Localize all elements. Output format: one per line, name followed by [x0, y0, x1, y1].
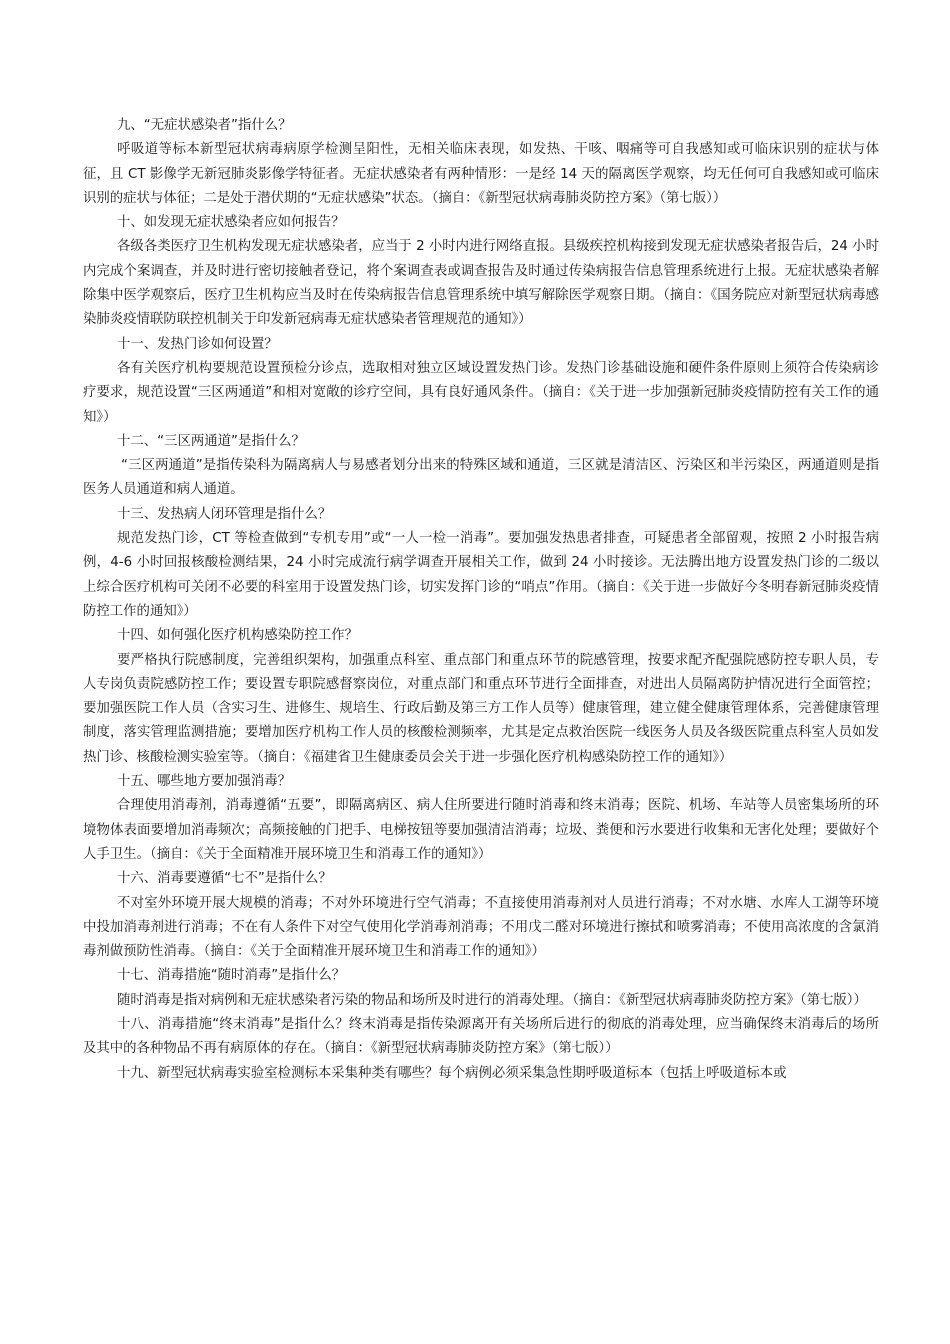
section-body-12: “三区两通道”是指传染科为隔离病人与易感者划分出来的特殊区域和通道，三区就是清洁区、污染区和半污染区，两通道则是指医务人员通道和病人通道。	[83, 458, 879, 498]
section-body-11: 各有关医疗机构要规范设置预检分诊点，选取相对独立区域设置发热门诊。发热门诊基础设施和硬件条件原则上须符合传染病诊疗要求，规范设置“三区两通道”和相对宽敞的诊疗空间，具有良好通风条件。（摘自：《关于进一步加强新冠肺炎疫情防控有关工作的通知》）	[83, 360, 879, 425]
section-body-17: 随时消毒是指对病例和无症状感染者污染的物品和场所及时进行的消毒处理。（摘自：《新型冠状病毒肺炎防控方案》（第七版））	[117, 992, 867, 1008]
section-heading-12: 十二、“三区两通道”是指什么？	[117, 433, 305, 449]
section-heading-18: 十八、消毒措施“终末消毒”是指什么？终末消毒是指传染源离开有关场所后进行的彻底的消毒处理，应当确保终末消毒后的场所及其中的各种物品不再有病原体的存在。（摘自：《新型冠状病毒肺炎防控方案》（第七版））	[83, 1016, 879, 1057]
section-body-15: 合理使用消毒剂，消毒遵循“五要”，即隔离病区、病人住所要进行随时消毒和终末消毒；医院、机场、车站等人员密集场所的环境物体表面要增加消毒频次；高频接触的门把手、电梯按钮等要加强清洁消毒；垃圾、粪便和污水要进行收集和无害化处理；要做好个人手卫生。（摘自：《关于全面精准开展环境卫生和消毒工作的通知》）	[83, 798, 879, 862]
section-heading-17: 十七、消毒措施“随时消毒”是指什么？	[117, 968, 346, 984]
section-heading-13: 十三、发热病人闭环管理是指什么？	[117, 506, 332, 522]
section-body-13: 规范发热门诊，CT 等检查做到“专机专用”或“一人一检一消毒”。要加强发热患者排查，可疑患者全部留观，按照 2 小时报告病例，4-6 小时回报核酸检测结果，24 小时完成流行病学调查开展相关工作，做到 24 小时接诊。无法腾出地方设置发热门诊的二级以上综合医疗机构可关闭不必要的科室用于设置发热门诊，切实发挥门诊的“哨点”作用。（摘自：《关于进一步做好今冬明春新冠肺炎疫情防控工作的通知》）	[83, 531, 879, 619]
section-body-9: 呼吸道等标本新型冠状病毒病原学检测呈阳性，无相关临床表现，如发热、干咳、咽痛等可自我感知或可临床识别的症状与体征，且 CT 影像学无新冠肺炎影像学特征者。无症状感染者有两种情形：一是经 14 天的隔离医学观察，均无任何可自我感知或可临床识别的症状与体征；二是处于潜伏期的“无症状感染”状态。（摘自：《新型冠状病毒肺炎防控方案》（第七版））	[83, 142, 879, 206]
section-heading-9: 九、“无症状感染者”指什么？	[117, 118, 292, 133]
document-page	[83, 114, 879, 1086]
section-body-16: 不对室外环境开展大规模的消毒；不对外环境进行空气消毒；不直接使用消毒剂对人员进行消毒；不对水塘、水库人工湖等环境中投加消毒剂进行消毒；不在有人条件下对空气使用化学消毒剂消毒；不用戊二醛对环境进行擦拭和喷雾消毒；不使用高浓度的含氯消毒剂做预防性消毒。（摘自：《关于全面精准开展环境卫生和消毒工作的通知》）	[83, 895, 879, 960]
section-heading-11: 十一、发热门诊如何设置？	[117, 336, 278, 352]
section-body-14: 要严格执行院感制度，完善组织架构，加强重点科室、重点部门和重点环节的院感管理，按要求配齐配强院感防控专职人员，专人专岗负责院感防控工作；要设置专职院感督察岗位，对重点部门和重点环节进行全面排查，对进出人员隔离防护情况进行全面管控；要加强医院工作人员（含实习生、进修生、规培生、行政后勤及第三方工作人员等）健康管理，建立健全健康管理体系，完善健康管理制度，落实管理监测措施；要增加医疗机构工作人员的核酸检测频率，尤其是定点救治医院一线医务人员及各级医院重点科室人员如发热门诊、核酸检测实验室等。（摘自：《福建省卫生健康委员会关于进一步强化医疗机构感染防控工作的通知》）	[83, 652, 879, 765]
section-body-10: 各级各类医疗卫生机构发现无症状感染者，应当于 2 小时内进行网络直报。县级疾控机构接到发现无症状感染者报告后，24 小时内完成个案调查，并及时进行密切接触者登记，将个案调查表或调查报告及时通过传染病报告信息管理系统进行上报。无症状感染者解除集中医学观察后，医疗卫生机构应当及时在传染病报告信息管理系统中填写解除医学观察日期。（摘自：《国务院应对新型冠状病毒感染肺炎疫情联防联控机制关于印发新冠病毒无症状感染者管理规范的通知》）	[83, 239, 879, 328]
section-heading-16: 十六、消毒要遵循“七不”是指什么？	[117, 871, 332, 887]
section-heading-19: 十九、新型冠状病毒实验室检测标本采集种类有哪些？每个病例必须采集急性期呼吸道标本（包括上呼吸道标本或	[117, 1065, 787, 1081]
section-heading-15: 十五、哪些地方要加强消毒？	[117, 774, 292, 790]
section-heading-10: 十、如发现无症状感染者应如何报告？	[117, 215, 345, 231]
section-heading-14: 十四、如何强化医疗机构感染防控工作？	[117, 628, 359, 644]
